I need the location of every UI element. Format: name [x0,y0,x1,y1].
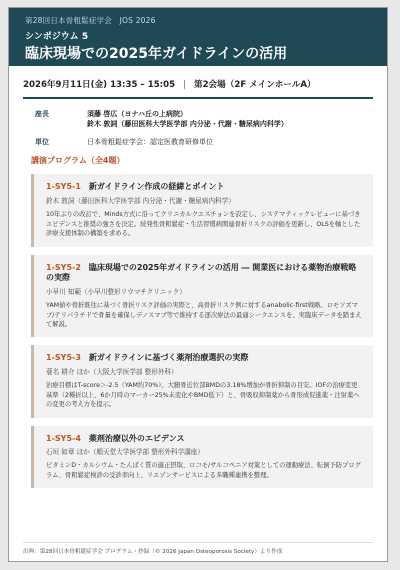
source-footer: 出典：第28回日本骨粗鬆症学会 プログラム・抄録（© 2026 Japan Osteoporosis Society）より作成 [23,542,373,555]
conference-name: 第28回日本骨粗鬆症学会 JOS 2026 [25,16,156,25]
lecture-abstract: 治療目標はT-score＞-2.5（YAM約70%）。大腿骨近位部BMDの3.18%増加が骨折抑制の目安。IOFの治療変更基準（2種折以上、6か月時のマーカー25%未変化やBMD低下）と、骨吸収抑制薬から骨形成促進薬・注射薬への変更の考え方を提示。 [46,382,360,409]
chairs-label: 座長 [35,110,49,118]
lecture-code: 1-SY5-2 [46,262,81,272]
credit-row [35,137,373,147]
lecture-title-text: 新ガイドライン作成の経緯とポイント [88,182,225,192]
lecture-authors: 小早川 知範（小早川整形リウマチクリニック） [46,288,186,297]
lecture-authors: 鈴木 敦詞（藤田医科大学医学部 内分泌・代謝・糖尿病内科学） [46,197,235,206]
lecture-abstract: 10年ぶりの改訂で、Minds方式に沿ってクリニカルクエスチョンを設定し、システマティックレビューに基づきエビデンスと推奨の強さを決定。続発性骨粗鬆症・生活習慣病関連骨折リスクの評価を更新し、OLSを軸とした診療支援体制の構築を求める。 [46,211,361,238]
credit-label: 単位 [35,138,49,147]
symposium-title: 臨床現場での2025年ガイドラインの活用 [25,46,288,62]
lecture-card [31,345,373,417]
chairs-list [87,109,288,129]
chair-name: 須藤 啓広（ヨナハ丘の上病院） [87,110,188,118]
lecture-card [31,174,373,246]
symposium-label: シンポジウム 5 [25,32,89,42]
lecture-title-text: 新ガイドラインに基づく薬剤治療選択の実際 [88,353,249,363]
date-venue-separator: | [183,80,186,90]
lecture-title-text: 臨床現場での2025年ガイドラインの活用 ― 開業医における薬物治療戦略の実際 [46,262,357,283]
lecture-title [46,353,363,364]
lecture-abstract: YAM値や骨折既往に基づく骨折リスク評価の実際と、高骨折リスク例に対するanabolic-first戦略。ロモソズマブ/テリパラチドで骨量を確保しデノスマブ等で維持する逐次療法の最適シークエンスを、実臨床データを踏まえて解説。 [46,302,362,328]
lecture-abstract: ビタミンD・カルシウム・たんぱく質の適正摂取、ロコモ/サルコペニア対策としての運動療法、転倒予防プログラム、骨粗鬆症検診の受診率向上、リエゾンサービスによる多職種連携を整理。 [46,462,361,479]
lecture-authors: 石垣 如章 ほか（順天堂大学医学部 整形外科学講座） [46,448,204,457]
chair-name: 鈴木 敦詞（藤田医科大学医学部 内分泌・代謝・糖尿病内科学） [87,120,288,129]
lecture-code: 1-SY5-1 [46,182,81,192]
session-date-time: 2026年9月11日(金) 13:35 – 15:05 [23,80,176,90]
program-heading: 講演プログラム（全4題） [31,156,125,166]
lecture-code: 1-SY5-4 [46,433,81,443]
lecture-authors: 蓑名 耕介 ほか（大阪大学医学部 整形外科） [46,368,178,377]
date-venue-bar [23,78,373,99]
lecture-title [46,263,363,285]
lecture-title [46,434,363,445]
session-venue: 第2会場（2F メインホールA） [193,80,316,90]
lecture-card [31,255,373,338]
credit-value: 日本骨粗鬆症学会：認定医教育研修単位 [87,138,213,147]
lecture-title [46,182,363,193]
program-page [8,7,388,562]
session-meta [35,109,373,147]
lecture-code: 1-SY5-3 [46,353,81,363]
lecture-card [31,426,373,489]
lecture-title-text: 薬剤治療以外のエビデンス [88,433,185,443]
chairs-row [35,109,373,129]
symposium-header [9,8,387,66]
